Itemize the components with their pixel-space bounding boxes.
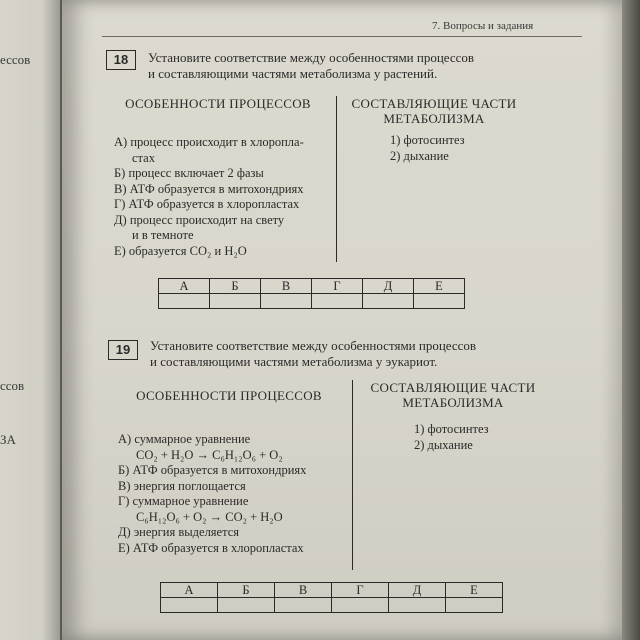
task-19-answer-table	[160, 582, 503, 613]
answer-header: А	[161, 583, 218, 598]
task-18-number: 18	[106, 50, 136, 70]
adjacent-page-edge	[0, 0, 60, 640]
running-head: 7. Вопросы и задания	[432, 20, 534, 32]
list-item: Г) АТФ образуется в хлоропластах	[114, 197, 300, 211]
list-item: стах	[132, 150, 155, 165]
task-19-parts	[414, 422, 489, 453]
column-divider	[352, 380, 353, 570]
list-item: Е) АТФ образуется в хлоропластах	[118, 540, 304, 555]
column-divider	[336, 96, 337, 262]
answer-header: Е	[414, 279, 465, 294]
left-page-fragment: ессов	[0, 52, 31, 67]
task-19-items	[118, 432, 306, 556]
header-line: СОСТАВЛЯЮЩИЕ ЧАСТИ	[370, 380, 536, 395]
header-line: МЕТАБОЛИЗМА	[402, 395, 504, 410]
book-page	[62, 0, 622, 640]
list-item: В) АТФ образуется в митохондриях	[114, 181, 304, 196]
list-item: и в темноте	[132, 228, 194, 242]
header-line: МЕТАБОЛИЗМА	[383, 111, 485, 126]
list-item: В) энергия поглощается	[118, 478, 246, 493]
left-page-fragment: ссов	[0, 378, 25, 393]
instruction-line: и составляющими частями метаболизма у растений.	[148, 66, 438, 81]
answer-cell[interactable]	[210, 294, 261, 309]
answer-cell[interactable]	[363, 294, 414, 309]
part-item: 1) фотосинтез	[414, 422, 489, 436]
list-item: Б) процесс включает 2 фазы	[114, 166, 264, 180]
answer-header: Б	[218, 583, 275, 598]
answer-header: Б	[210, 279, 261, 294]
equation-photosynthesis: CO₂ + H₂O → C₆H₁₂O₆ + O₂	[136, 447, 283, 462]
answer-header: Д	[363, 279, 414, 294]
list-item: А) суммарное уравнение	[118, 432, 251, 446]
task-18-answer-table	[158, 278, 465, 309]
task-19-right-header	[358, 380, 548, 410]
page-stack-edge	[622, 0, 640, 640]
list-item: Д) энергия выделяется	[118, 525, 240, 539]
answer-header: Д	[389, 583, 446, 598]
task-19-left-header: ОСОБЕННОСТИ ПРОЦЕССОВ	[136, 388, 322, 403]
answer-cell[interactable]	[275, 598, 332, 613]
instruction-line: и составляющими частями метаболизма у эукариот.	[150, 354, 438, 369]
answer-header: Е	[446, 583, 503, 598]
answer-cell[interactable]	[161, 598, 218, 613]
answer-cell[interactable]	[312, 294, 363, 309]
answer-cell[interactable]	[389, 598, 446, 613]
instruction-line: Установите соответствие между особенностями процессов	[150, 338, 477, 353]
part-item: 2) дыхание	[390, 148, 449, 163]
list-item: Б) АТФ образуется в митохондриях	[118, 463, 307, 477]
list-item: Д) процесс происходит на свету	[114, 212, 285, 227]
answer-cell[interactable]	[414, 294, 465, 309]
left-page-fragment: ЗА	[0, 432, 16, 447]
part-item: 2) дыхание	[414, 437, 473, 452]
header-rule	[102, 36, 582, 37]
list-item: А) процесс происходит в хлоропла-	[114, 135, 304, 149]
list-item: Г) суммарное уравнение	[118, 494, 249, 508]
answer-header: В	[261, 279, 312, 294]
task-18-parts	[390, 133, 465, 164]
answer-header: В	[275, 583, 332, 598]
answer-cell[interactable]	[332, 598, 389, 613]
header-line: СОСТАВЛЯЮЩИЕ ЧАСТИ	[351, 96, 517, 111]
task-18-instruction	[148, 50, 474, 82]
part-item: 1) фотосинтез	[390, 133, 465, 147]
task-19-number: 19	[108, 340, 138, 360]
answer-header: Г	[332, 583, 389, 598]
answer-cell[interactable]	[218, 598, 275, 613]
answer-cell[interactable]	[261, 294, 312, 309]
task-19-instruction	[150, 338, 476, 370]
instruction-line: Установите соответствие между особенностями процессов	[148, 50, 475, 65]
list-item: Е) образуется CO₂ и H₂O	[114, 243, 247, 258]
task-18-right-header	[344, 96, 524, 126]
equation-respiration: C₆H₁₂O₆ + O₂ → CO₂ + H₂O	[136, 509, 283, 524]
answer-header: Г	[312, 279, 363, 294]
task-18-items	[114, 135, 304, 259]
task-18-left-header: ОСОБЕННОСТИ ПРОЦЕССОВ	[125, 96, 311, 111]
answer-header: А	[159, 279, 210, 294]
answer-cell[interactable]	[446, 598, 503, 613]
answer-cell[interactable]	[159, 294, 210, 309]
